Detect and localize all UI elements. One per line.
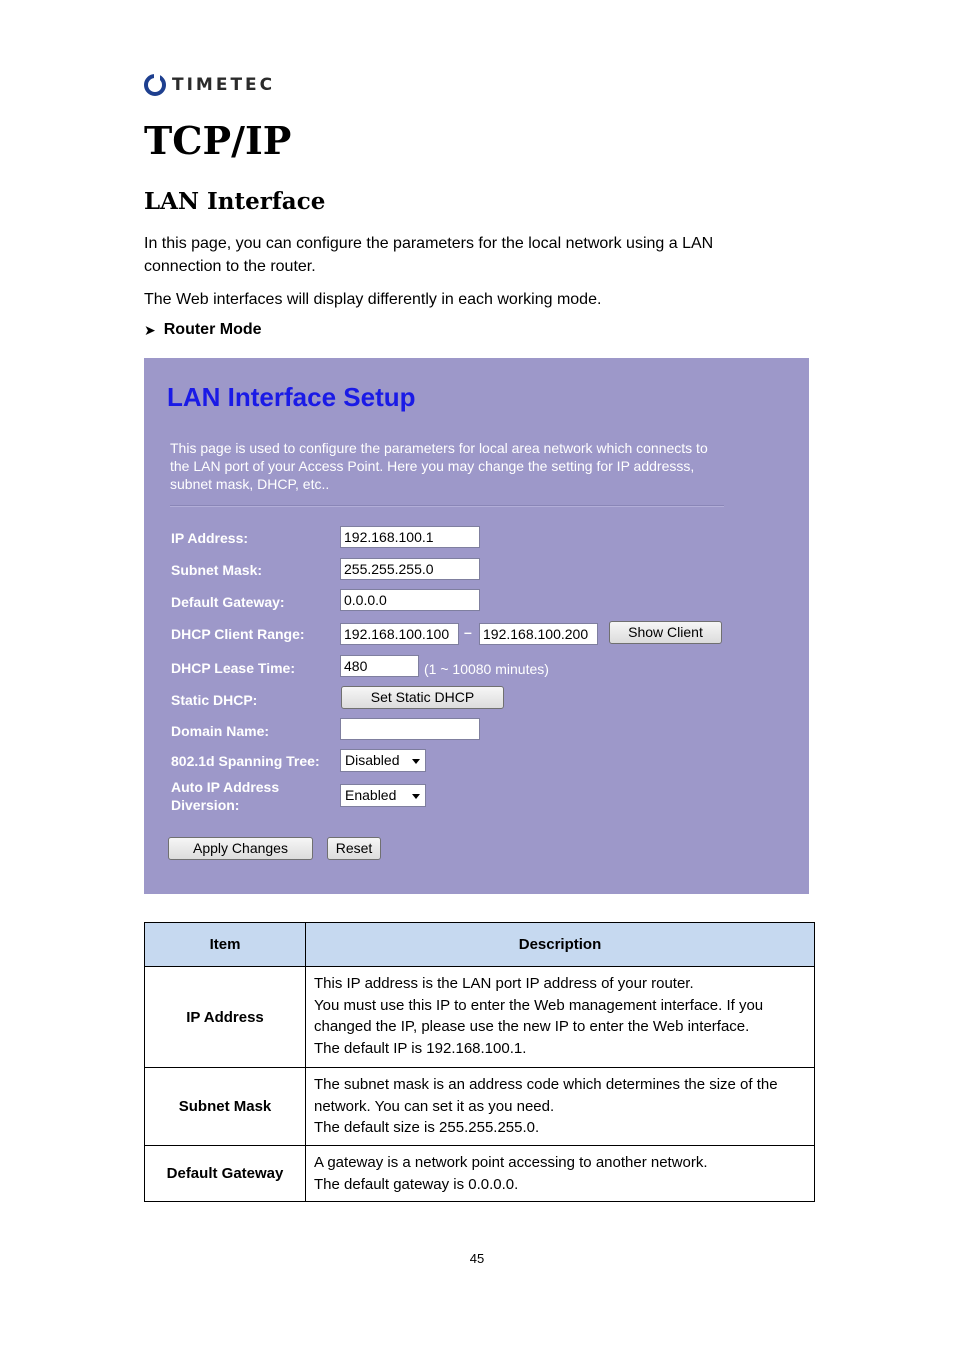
item-cell: Subnet Mask bbox=[145, 1068, 306, 1146]
lan-setup-title: LAN Interface Setup bbox=[167, 382, 416, 412]
auto-ip-label-line1: Auto IP Address bbox=[171, 779, 280, 795]
parameter-table bbox=[144, 922, 815, 1202]
domain-name-label: Domain Name: bbox=[171, 723, 270, 739]
auto-ip-label-line2: Diversion: bbox=[171, 797, 240, 813]
description-cell bbox=[306, 1146, 815, 1202]
description-cell bbox=[306, 1068, 815, 1146]
spanning-tree-label: 802.1d Spanning Tree: bbox=[171, 753, 320, 769]
table-header-row bbox=[145, 923, 815, 967]
item-cell: Default Gateway bbox=[145, 1146, 306, 1202]
router-mode-bullet bbox=[144, 321, 262, 339]
dhcp-client-range-label: DHCP Client Range: bbox=[171, 626, 305, 642]
section-title: LAN Interface bbox=[144, 188, 326, 215]
divider bbox=[170, 505, 724, 507]
description-line: The default gateway is 0.0.0.0. bbox=[314, 1175, 519, 1193]
default-gateway-input[interactable]: 0.0.0.0 bbox=[340, 589, 480, 611]
description-line: You must use this IP to enter the Web management interface. If you changed the IP, please use the new IP to enter the Web interface. bbox=[314, 996, 764, 1035]
subnet-mask-input[interactable]: 255.255.255.0 bbox=[340, 558, 480, 580]
table-row bbox=[145, 967, 815, 1068]
page-title: TCP/IP bbox=[144, 118, 292, 163]
apply-changes-button[interactable]: Apply Changes bbox=[168, 837, 313, 860]
spanning-tree-value: Disabled bbox=[345, 752, 400, 768]
ip-address-label: IP Address: bbox=[171, 530, 249, 546]
router-mode-label: Router Mode bbox=[163, 321, 262, 338]
reset-button[interactable]: Reset bbox=[327, 837, 381, 860]
spanning-tree-select[interactable] bbox=[340, 749, 426, 772]
arrow-bullet-icon: ➤ bbox=[144, 321, 156, 338]
dhcp-range-start-input[interactable]: 192.168.100.100 bbox=[340, 623, 459, 645]
lan-setup-description: This page is used to configure the parameters for local area network which connects to the LAN port of your Access Point. Here you may change the setting for IP addresss, subnet mask, DHCP, etc.. bbox=[170, 440, 708, 492]
table-row bbox=[145, 1068, 815, 1146]
dhcp-lease-time-input[interactable]: 480 bbox=[340, 655, 419, 677]
lan-setup-screenshot bbox=[144, 358, 809, 894]
page-number: 45 bbox=[469, 1251, 485, 1266]
logo-text: TIMETEC bbox=[172, 75, 276, 95]
range-separator: – bbox=[464, 624, 472, 640]
domain-name-input[interactable] bbox=[340, 718, 480, 740]
logo-ring-icon bbox=[144, 74, 166, 96]
dhcp-range-end-input[interactable]: 192.168.100.200 bbox=[479, 623, 598, 645]
auto-ip-select[interactable] bbox=[340, 784, 426, 807]
timetec-logo bbox=[144, 70, 275, 100]
subnet-mask-label: Subnet Mask: bbox=[171, 562, 263, 578]
auto-ip-value: Enabled bbox=[345, 787, 397, 803]
modes-note: The Web interfaces will display differently in each working mode. bbox=[144, 291, 602, 308]
description-line: This IP address is the LAN port IP address of your router. bbox=[314, 975, 694, 992]
description-line: The subnet mask is an address code which determines the size of the network. You can set it as you need. bbox=[314, 1076, 778, 1115]
description-line: A gateway is a network point accessing to another network. bbox=[314, 1154, 708, 1171]
show-client-button[interactable]: Show Client bbox=[609, 621, 722, 644]
description-header: Description bbox=[306, 923, 815, 967]
dropdown-caret-icon bbox=[412, 759, 420, 764]
item-cell: IP Address bbox=[145, 967, 306, 1068]
default-gateway-label: Default Gateway: bbox=[171, 594, 285, 610]
intro-paragraph: In this page, you can configure the parameters for the local network using a LAN connection to the router. bbox=[144, 235, 714, 275]
item-header: Item bbox=[145, 923, 306, 967]
table-row bbox=[145, 1146, 815, 1202]
ip-address-input[interactable]: 192.168.100.1 bbox=[340, 526, 480, 548]
description-line: The default size is 255.255.255.0. bbox=[314, 1119, 540, 1136]
description-line: The default IP is 192.168.100.1. bbox=[314, 1039, 527, 1057]
dhcp-lease-time-label: DHCP Lease Time: bbox=[171, 660, 295, 676]
dropdown-caret-icon bbox=[412, 794, 420, 799]
static-dhcp-label: Static DHCP: bbox=[171, 692, 258, 708]
lease-time-hint: (1 ~ 10080 minutes) bbox=[424, 661, 549, 677]
description-cell bbox=[306, 967, 815, 1068]
set-static-dhcp-button[interactable]: Set Static DHCP bbox=[341, 686, 504, 709]
